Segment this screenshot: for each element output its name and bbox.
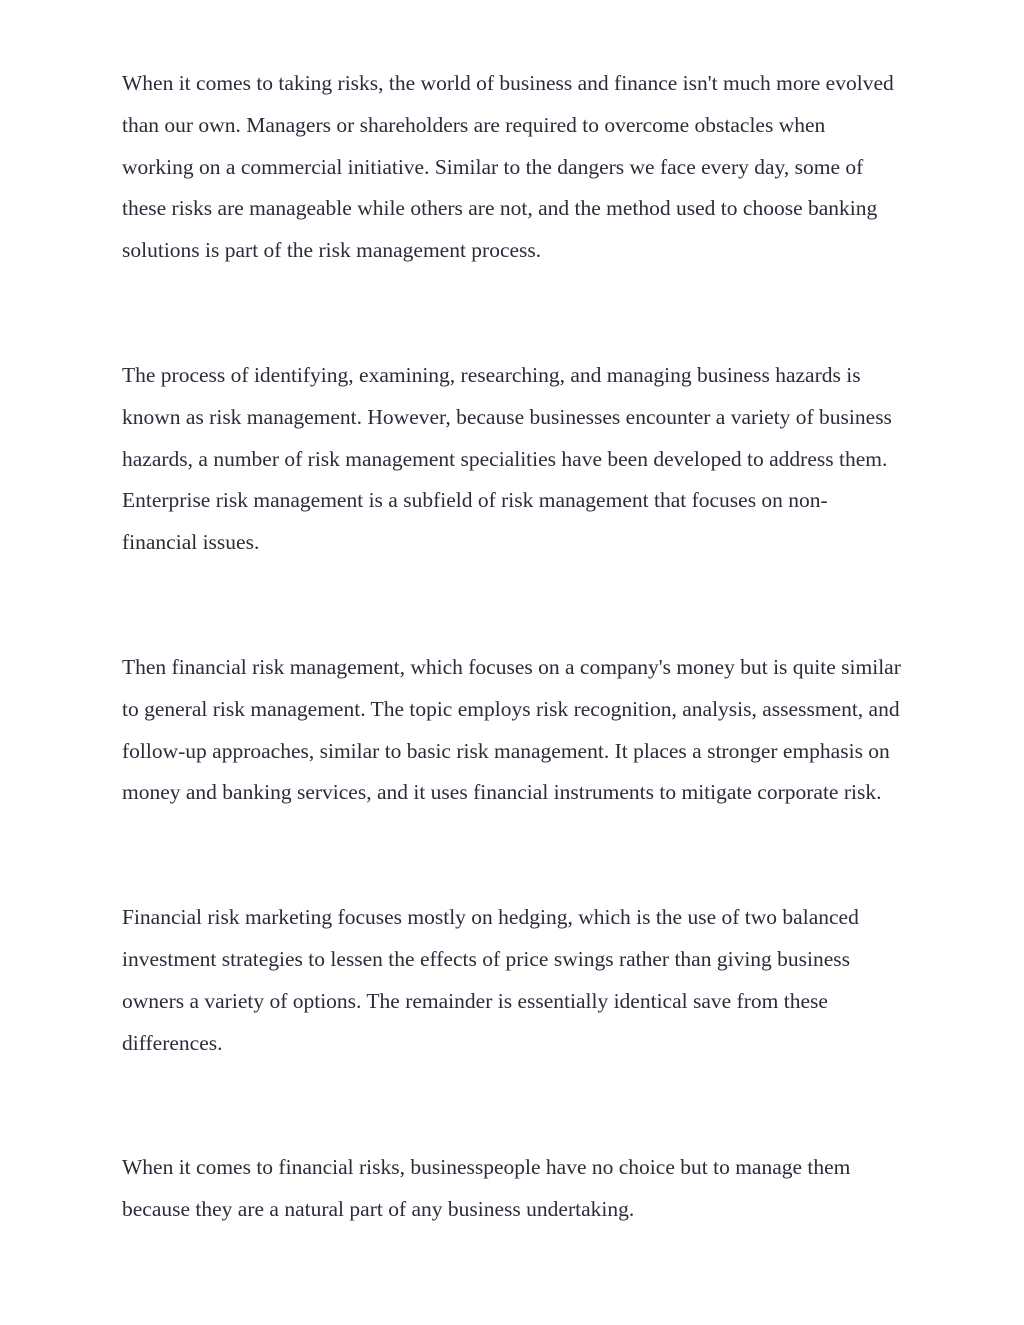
document-body xyxy=(122,63,902,1231)
paragraph-2: The process of identifying, examining, researching, and managing business hazards is known as risk management. However, because businesses encounter a variety of business hazards, a number of risk management specialities have been developed to address them. Enterprise risk management is a subfield of risk management that focuses on non-financial issues. xyxy=(122,362,892,555)
paragraph-4: Financial risk marketing focuses mostly on hedging, which is the use of two balanced investment strategies to lessen the effects of price swings rather than giving business owners a variety of options. The remainder is essentially identical save from these differences. xyxy=(122,905,859,1055)
paragraph-3: Then financial risk management, which focuses on a company's money but is quite similar to general risk management. The topic employs risk recognition, analysis, assessment, and follow-up approaches, similar to basic risk management. It places a stronger emphasis on money and banking services, and it uses financial instruments to mitigate corporate risk. xyxy=(122,654,901,805)
paragraph-5: When it comes to financial risks, businesspeople have no choice but to manage them because they are a natural part of any business undertaking. xyxy=(122,1155,851,1222)
paragraph-1: When it comes to taking risks, the world of business and finance isn't much more evolved than our own. Managers or shareholders are required to overcome obstacles when working on a commercial initiative. Similar to the dangers we face every day, some of these risks are manageable while others are not, and the method used to choose banking solutions is part of the risk management process. xyxy=(122,71,894,263)
